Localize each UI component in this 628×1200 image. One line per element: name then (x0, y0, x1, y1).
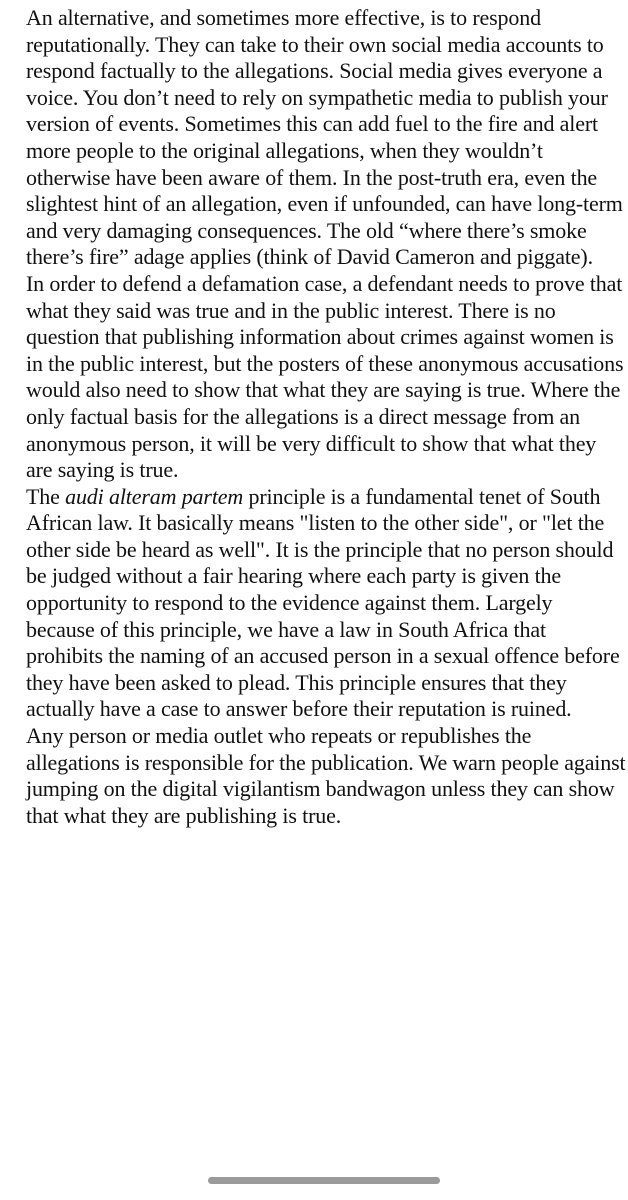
home-indicator-bar[interactable] (208, 1177, 440, 1184)
paragraph-lead-text: The (26, 483, 66, 509)
paragraph-reputational-response: An alternative, and sometimes more effective, is to respond reputationally. They can take to their own social media accounts to respond factually to the allegations. Social media gives everyone a voice. You don’t need to rely on sympathetic media to publish your version of events. Sometimes this can add fuel to the fire and alert more people to the original allegations, when they wouldn’t otherwise have been aware of them. In the post-truth era, even the slightest hint of an allegation, even if unfounded, can have long-term and very damaging consequences. The old “where there’s smoke there’s fire” adage applies (think of David Cameron and piggate). (26, 5, 623, 270)
paragraph-republication-warning: Any person or media outlet who repeats or republishes the allegations is responsible for the publication. We warn people against jumping on the digital vigilantism bandwagon unless they can show that what they are publishing is true. (26, 723, 626, 828)
article-body (26, 5, 626, 829)
latin-term-italic: audi alteram partem (65, 483, 244, 509)
paragraph-audi-alteram-partem (26, 484, 626, 723)
paragraph-defamation-defence: In order to defend a defamation case, a defendant needs to prove that what they said was true and in the public interest. There is no question that publishing information about crimes against women is in the public interest, but the posters of these anonymous accusations would also need to show that what they are saying is true. Where the only factual basis for the allegations is a direct message from an anonymous person, it will be very difficult to show that what they are saying is true. (26, 270, 624, 483)
paragraph-rest-text: principle is a fundamental tenet of South African law. It basically means "listen to the other side", or "let the other side be heard as well". It is the principle that no person should be judged without a fair hearing where each party is given the opportunity to respond to the evidence against them. Largely because of this principle, we have a law in South Africa that prohibits the naming of an accused person in a sexual offence before they have been asked to plead. This principle ensures that they actually have a case to answer before their reputation is ruined. (26, 483, 620, 722)
